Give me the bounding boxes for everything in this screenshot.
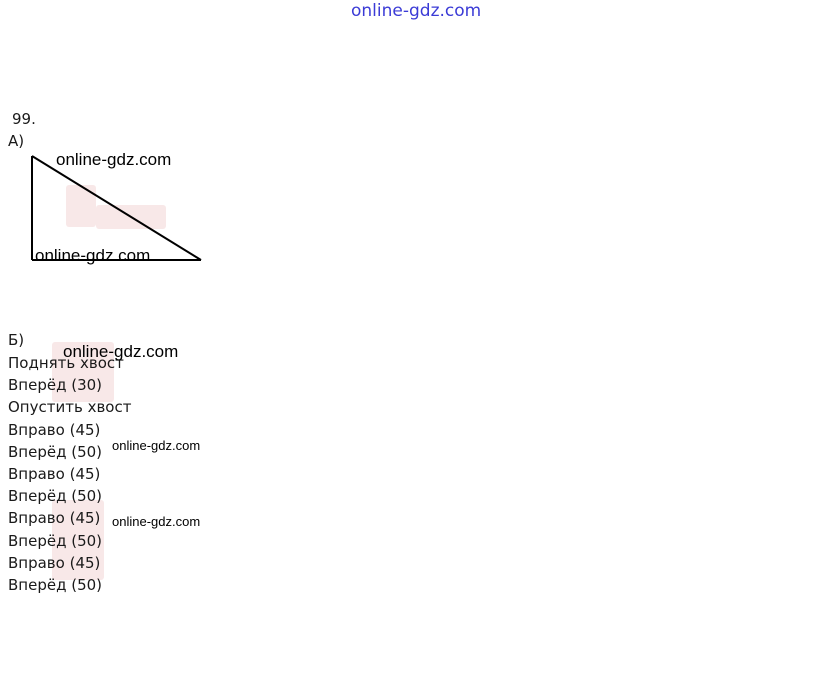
command-line: Вперёд (30) (8, 376, 103, 395)
problem-number: 99. (12, 110, 36, 128)
watermark-triangle-top: online-gdz.com (56, 150, 172, 169)
turtle-command-list (8, 352, 131, 596)
command-line: Поднять хвост (8, 354, 124, 372)
command-line: Вправо (45) (8, 553, 101, 572)
site-watermark-header: online-gdz.com (351, 1, 482, 21)
command-line: Вперёд (50) (8, 531, 103, 550)
command-line: Опустить хвост (8, 398, 132, 417)
watermark-triangle-bottom: online-gdz.com (35, 246, 151, 265)
watermark-commands-middle: online-gdz.com (112, 438, 201, 453)
command-line: Вперёд (50) (8, 575, 103, 594)
watermark-commands-top: online-gdz.com (63, 342, 179, 361)
command-line: Вправо (45) (8, 464, 101, 483)
watermark-commands-bottom: online-gdz.com (112, 514, 201, 529)
command-line: Вперёд (50) (8, 442, 103, 461)
command-line: Вправо (45) (8, 509, 101, 528)
part-b-label: Б) (8, 331, 25, 349)
command-line: Вперёд (50) (8, 487, 103, 506)
triangle-hypotenuse (32, 156, 201, 260)
part-a-label: А) (8, 132, 25, 150)
command-line: Вправо (45) (8, 420, 101, 439)
